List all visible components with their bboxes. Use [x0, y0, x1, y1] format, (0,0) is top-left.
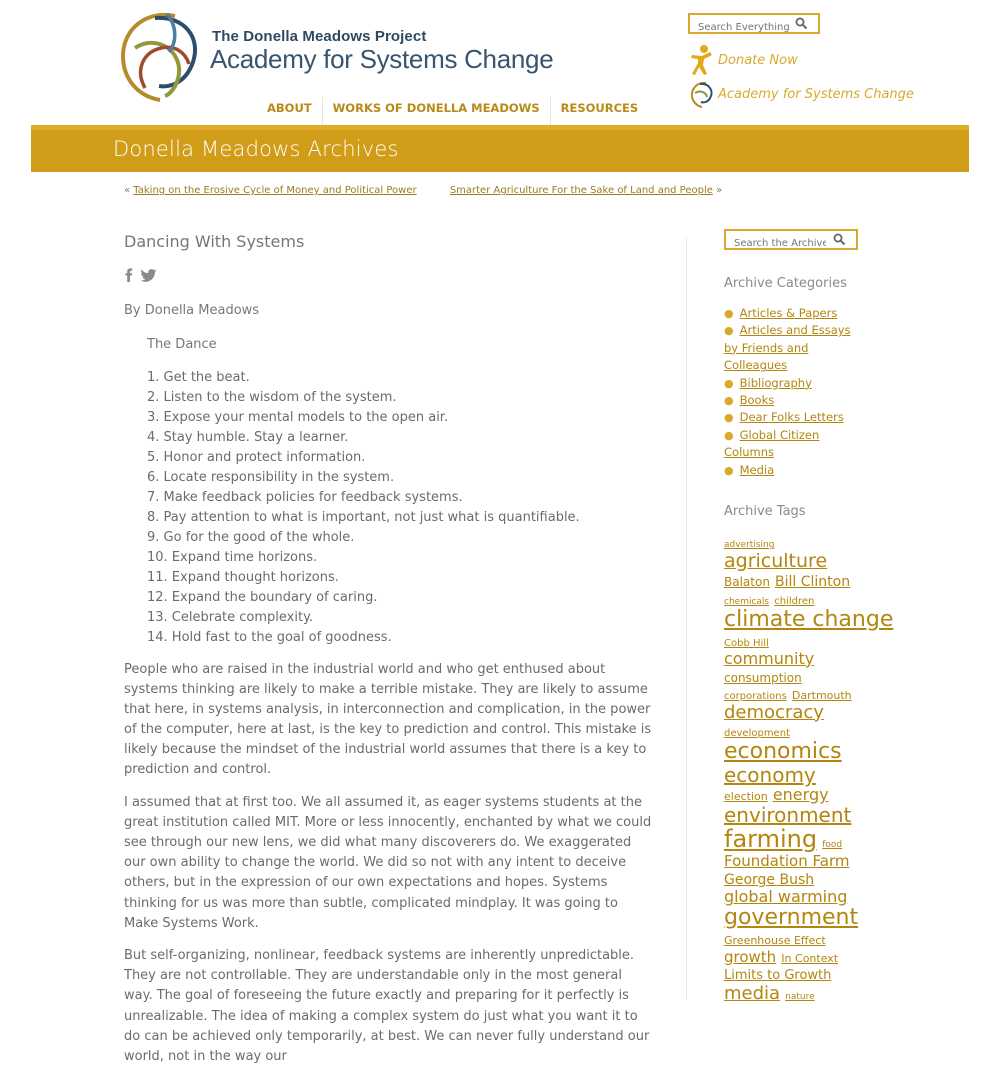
rules-list — [147, 368, 654, 648]
post-navigation — [124, 185, 722, 196]
tag-link[interactable]: food — [822, 839, 843, 850]
academy-label: Academy for Systems Change — [718, 87, 914, 102]
site-search-input[interactable] — [690, 19, 794, 36]
list-item: 5. Honor and protect information. — [147, 450, 366, 465]
tag-link[interactable]: Cobb Hill — [724, 638, 769, 650]
facebook-icon[interactable] — [124, 268, 133, 282]
search-icon[interactable] — [833, 233, 846, 246]
tag-link[interactable]: advertising — [724, 540, 775, 551]
paragraph: But self-organizing, nonlinear, feedback systems are inherently unpredictable. They are not controllable. They are understandable only in the most general way. The goal of foreseeing the future exactly and preparing for it perfectly is unrealizable. The idea of making a complex system do just what you want it to do can be achieved only temporarily, at best. We can never fully understand our world, not in the way our — [124, 948, 650, 1064]
tag-link[interactable]: agriculture — [724, 549, 828, 572]
tag-link[interactable]: George Bush — [724, 871, 815, 888]
category-list — [724, 305, 864, 479]
prev-prefix: « — [124, 185, 134, 196]
archive-search-input[interactable] — [726, 235, 826, 252]
list-item: 3. Expose your mental models to the open air. — [147, 410, 449, 425]
person-icon — [688, 44, 716, 76]
tag-link[interactable]: Bill Clinton — [775, 573, 851, 590]
category-link[interactable]: Global Citizen Columns — [724, 427, 820, 460]
bullet-icon: ● — [724, 394, 734, 408]
list-item — [724, 427, 864, 462]
main-nav — [257, 97, 648, 125]
tag-link[interactable]: chemicals — [724, 597, 770, 608]
org-subtitle: Academy for Systems Change — [210, 44, 554, 74]
category-link[interactable]: Books — [739, 393, 775, 408]
archive-search — [724, 229, 858, 250]
list-item: 10. Expand time horizons. — [147, 550, 318, 565]
nav-resources[interactable]: RESOURCES — [550, 97, 649, 125]
banner-title: Donella Meadows Archives — [113, 137, 399, 161]
tag-link[interactable]: media — [724, 982, 781, 1004]
share-bar — [124, 265, 654, 285]
tag-link[interactable]: growth — [724, 947, 777, 966]
bullet-icon: ● — [724, 307, 734, 320]
prev-post-link[interactable]: Taking on the Erosive Cycle of Money and Political Power — [133, 185, 417, 196]
nav-about[interactable]: ABOUT — [267, 101, 312, 115]
category-link[interactable]: Bibliography — [739, 375, 812, 390]
donate-label: Donate Now — [718, 53, 798, 68]
tags-heading: Archive Tags — [724, 504, 806, 520]
tag-link[interactable]: economy — [724, 763, 816, 788]
sidebar — [724, 229, 894, 1004]
tag-link[interactable]: nature — [785, 991, 815, 1002]
logo-icon[interactable] — [115, 8, 205, 102]
list-item: 11. Expand thought horizons. — [147, 570, 339, 585]
list-item — [724, 375, 864, 392]
list-item — [724, 462, 864, 479]
tag-link[interactable]: Greenhouse Effect — [724, 934, 826, 948]
archive-banner — [31, 125, 969, 172]
post-title: Dancing With Systems — [124, 232, 305, 251]
category-link[interactable]: Articles & Papers — [739, 306, 838, 320]
list-item: 1. Get the beat. — [147, 370, 250, 385]
list-item: 4. Stay humble. Stay a learner. — [147, 430, 349, 445]
bullet-icon: ● — [724, 324, 734, 338]
category-link[interactable]: Media — [739, 462, 775, 477]
list-item: 9. Go for the good of the whole. — [147, 530, 355, 545]
tag-link[interactable]: environment — [724, 802, 852, 827]
bullet-icon: ● — [724, 428, 734, 442]
list-item — [724, 409, 864, 426]
list-item: 6. Locate responsibility in the system. — [147, 470, 395, 485]
org-name: The Donella Meadows Project — [212, 28, 427, 45]
twitter-icon[interactable] — [141, 269, 157, 282]
tag-link[interactable]: Limits to Growth — [724, 968, 832, 984]
tag-link[interactable]: election — [724, 790, 768, 804]
next-suffix: » — [712, 185, 723, 196]
bullet-icon: ● — [724, 376, 734, 390]
tag-link[interactable]: children — [774, 596, 815, 608]
list-item: 2. Listen to the wisdom of the system. — [147, 390, 397, 405]
paragraph: I assumed that at first too. We all assumed it, as eager systems students at the great institution called MIT. More or less innocently, enchanted by what we could see through our new lens, we did what many discoverers do. We exaggerated our own ability to change the world. We did so not with any intent to deceive others, but in the expression of our own expectations and hopes. Systems thinking for us was more than subtle, complicated mindplay. It was going to Make Systems Work. — [124, 795, 652, 931]
tag-link[interactable]: democracy — [724, 701, 824, 723]
tag-link[interactable]: consumption — [724, 670, 802, 685]
list-item — [724, 305, 864, 322]
site-header — [0, 0, 1000, 125]
tag-link[interactable]: farming — [724, 824, 818, 853]
tag-link[interactable]: community — [724, 648, 815, 668]
tag-link[interactable]: corporations — [724, 691, 787, 703]
next-post-link[interactable]: Smarter Agriculture For the Sake of Land and People — [449, 185, 713, 196]
tag-cloud — [724, 533, 894, 1004]
tag-link[interactable]: Dartmouth — [791, 689, 852, 703]
list-item: 14. Hold fast to the goal of goodness. — [147, 630, 392, 645]
tag-link[interactable]: In Context — [781, 951, 839, 965]
bullet-icon: ● — [724, 463, 734, 477]
byline: By Donella Meadows — [124, 303, 260, 318]
tag-link[interactable]: energy — [772, 785, 829, 805]
list-item — [724, 392, 864, 409]
tag-link[interactable]: development — [724, 728, 790, 740]
column-divider — [686, 237, 687, 1000]
tag-link[interactable]: economics — [724, 739, 842, 765]
academy-logo-icon — [688, 80, 716, 108]
categories-heading: Archive Categories — [724, 276, 847, 291]
list-item — [724, 322, 864, 374]
tag-link[interactable]: climate change — [724, 607, 894, 633]
nav-works[interactable]: WORKS OF DONELLA MEADOWS — [322, 97, 550, 125]
list-item: 8. Pay attention to what is important, not just what is quantifiable. — [147, 510, 580, 525]
bullet-icon: ● — [724, 411, 734, 425]
search-icon[interactable] — [795, 17, 808, 30]
paragraph: People who are raised in the industrial world and who get enthused about systems thinking are likely to make a terrible mistake. They are likely to assume that here, in systems analysis, in interconnection and complication, in the power of the computer, here at last, is the key to prediction and control. This mistake is likely because the mindset of the industrial world assumes that there is a key to prediction and control. — [124, 662, 652, 778]
list-item: 13. Celebrate complexity. — [147, 610, 314, 625]
tag-link[interactable]: Foundation Farm — [724, 852, 850, 871]
tag-link[interactable]: global warming — [724, 887, 848, 907]
tag-link[interactable]: government — [724, 904, 859, 930]
site-search — [688, 13, 820, 34]
list-item: 12. Expand the boundary of caring. — [147, 590, 378, 605]
section-heading: The Dance — [147, 337, 217, 352]
category-link[interactable]: Dear Folks Letters — [739, 410, 844, 425]
article — [124, 232, 654, 1079]
tag-link[interactable]: Balaton — [724, 574, 770, 589]
list-item: 7. Make feedback policies for feedback systems. — [147, 490, 463, 505]
category-link[interactable]: Articles and Essays by Friends and Colleagues — [724, 323, 851, 373]
